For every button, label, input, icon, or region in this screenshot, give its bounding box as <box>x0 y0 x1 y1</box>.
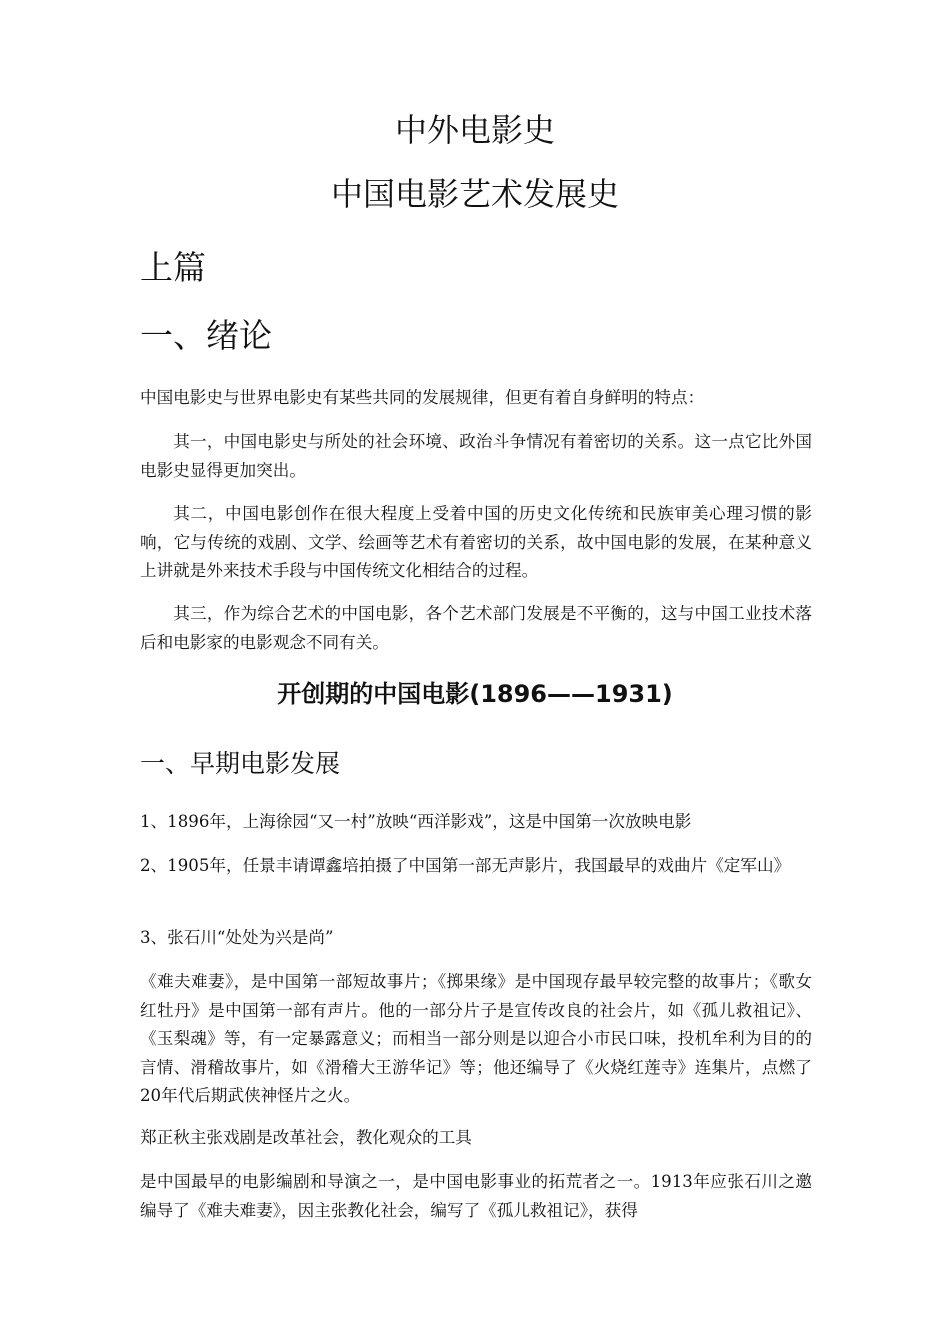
section-heading-introduction: 一、绪论 <box>140 316 272 355</box>
list-item-3: 3、张石川“处处为兴是尚” <box>140 928 334 947</box>
list-item-1: 1、1896年，上海徐园“又一村”放映“西洋影戏”，这是中国第一次放映电影 <box>140 812 692 831</box>
period-heading: 开创期的中国电影(1896——1931) <box>277 680 673 708</box>
list-item-2: 2、1905年，任景丰请谭鑫培拍摄了中国第一部无声影片，我国最早的戏曲片《定军山》 <box>140 856 791 875</box>
part-heading: 上篇 <box>140 248 206 287</box>
point-paragraph-1: 其一，中国电影史与所处的社会环境、政治斗争情况有着密切的关系。这一点它比外国电影史显得更加突出。 <box>140 432 812 480</box>
document-subtitle: 中国电影艺术发展史 <box>330 175 619 213</box>
intro-paragraph: 中国电影史与世界电影史有某些共同的发展规律，但更有着自身鲜明的特点： <box>140 388 705 407</box>
zheng-zhengqiu-line: 郑正秋主张戏剧是改革社会，教化观众的工具 <box>140 1128 472 1147</box>
zheng-zhengqiu-paragraph: 是中国最早的电影编剧和导演之一，是中国电影事业的拓荒者之一。1913年应张石川之邀编导了《难夫难妻》，因主张教化社会，编写了《孤儿救祖记》，获得 <box>140 1172 812 1220</box>
document-title: 中外电影史 <box>394 111 555 149</box>
point-paragraph-3: 其三，作为综合艺术的中国电影，各个艺术部门发展是不平衡的，这与中国工业技术落后和电影家的电影观念不同有关。 <box>140 604 812 652</box>
zhang-shichuan-paragraph: 《难夫难妻》，是中国第一部短故事片；《掷果缘》是中国现存最早较完整的故事片；《歌女红牡丹》是中国第一部有声片。他的一部分片子是宣传改良的社会片，如《孤儿救祖记》、《玉梨魂》等，有一定暴露意义；而相当一部分则是以迎合小市民口味，投机牟利为目的的言情、滑稽故事片，如《滑稽大王游华记》等；他还编导了《火烧红莲寺》连集片，点燃了20年代后期武侠神怪片之火。 <box>140 972 812 1105</box>
section-heading-early-development: 一、早期电影发展 <box>140 749 341 778</box>
point-paragraph-2: 其二，中国电影创作在很大程度上受着中国的历史文化传统和民族审美心理习惯的影响，它与传统的戏剧、文学、绘画等艺术有着密切的关系，故中国电影的发展，在某种意义上讲就是外来技术手段与中国传统文化相结合的过程。 <box>140 504 812 580</box>
